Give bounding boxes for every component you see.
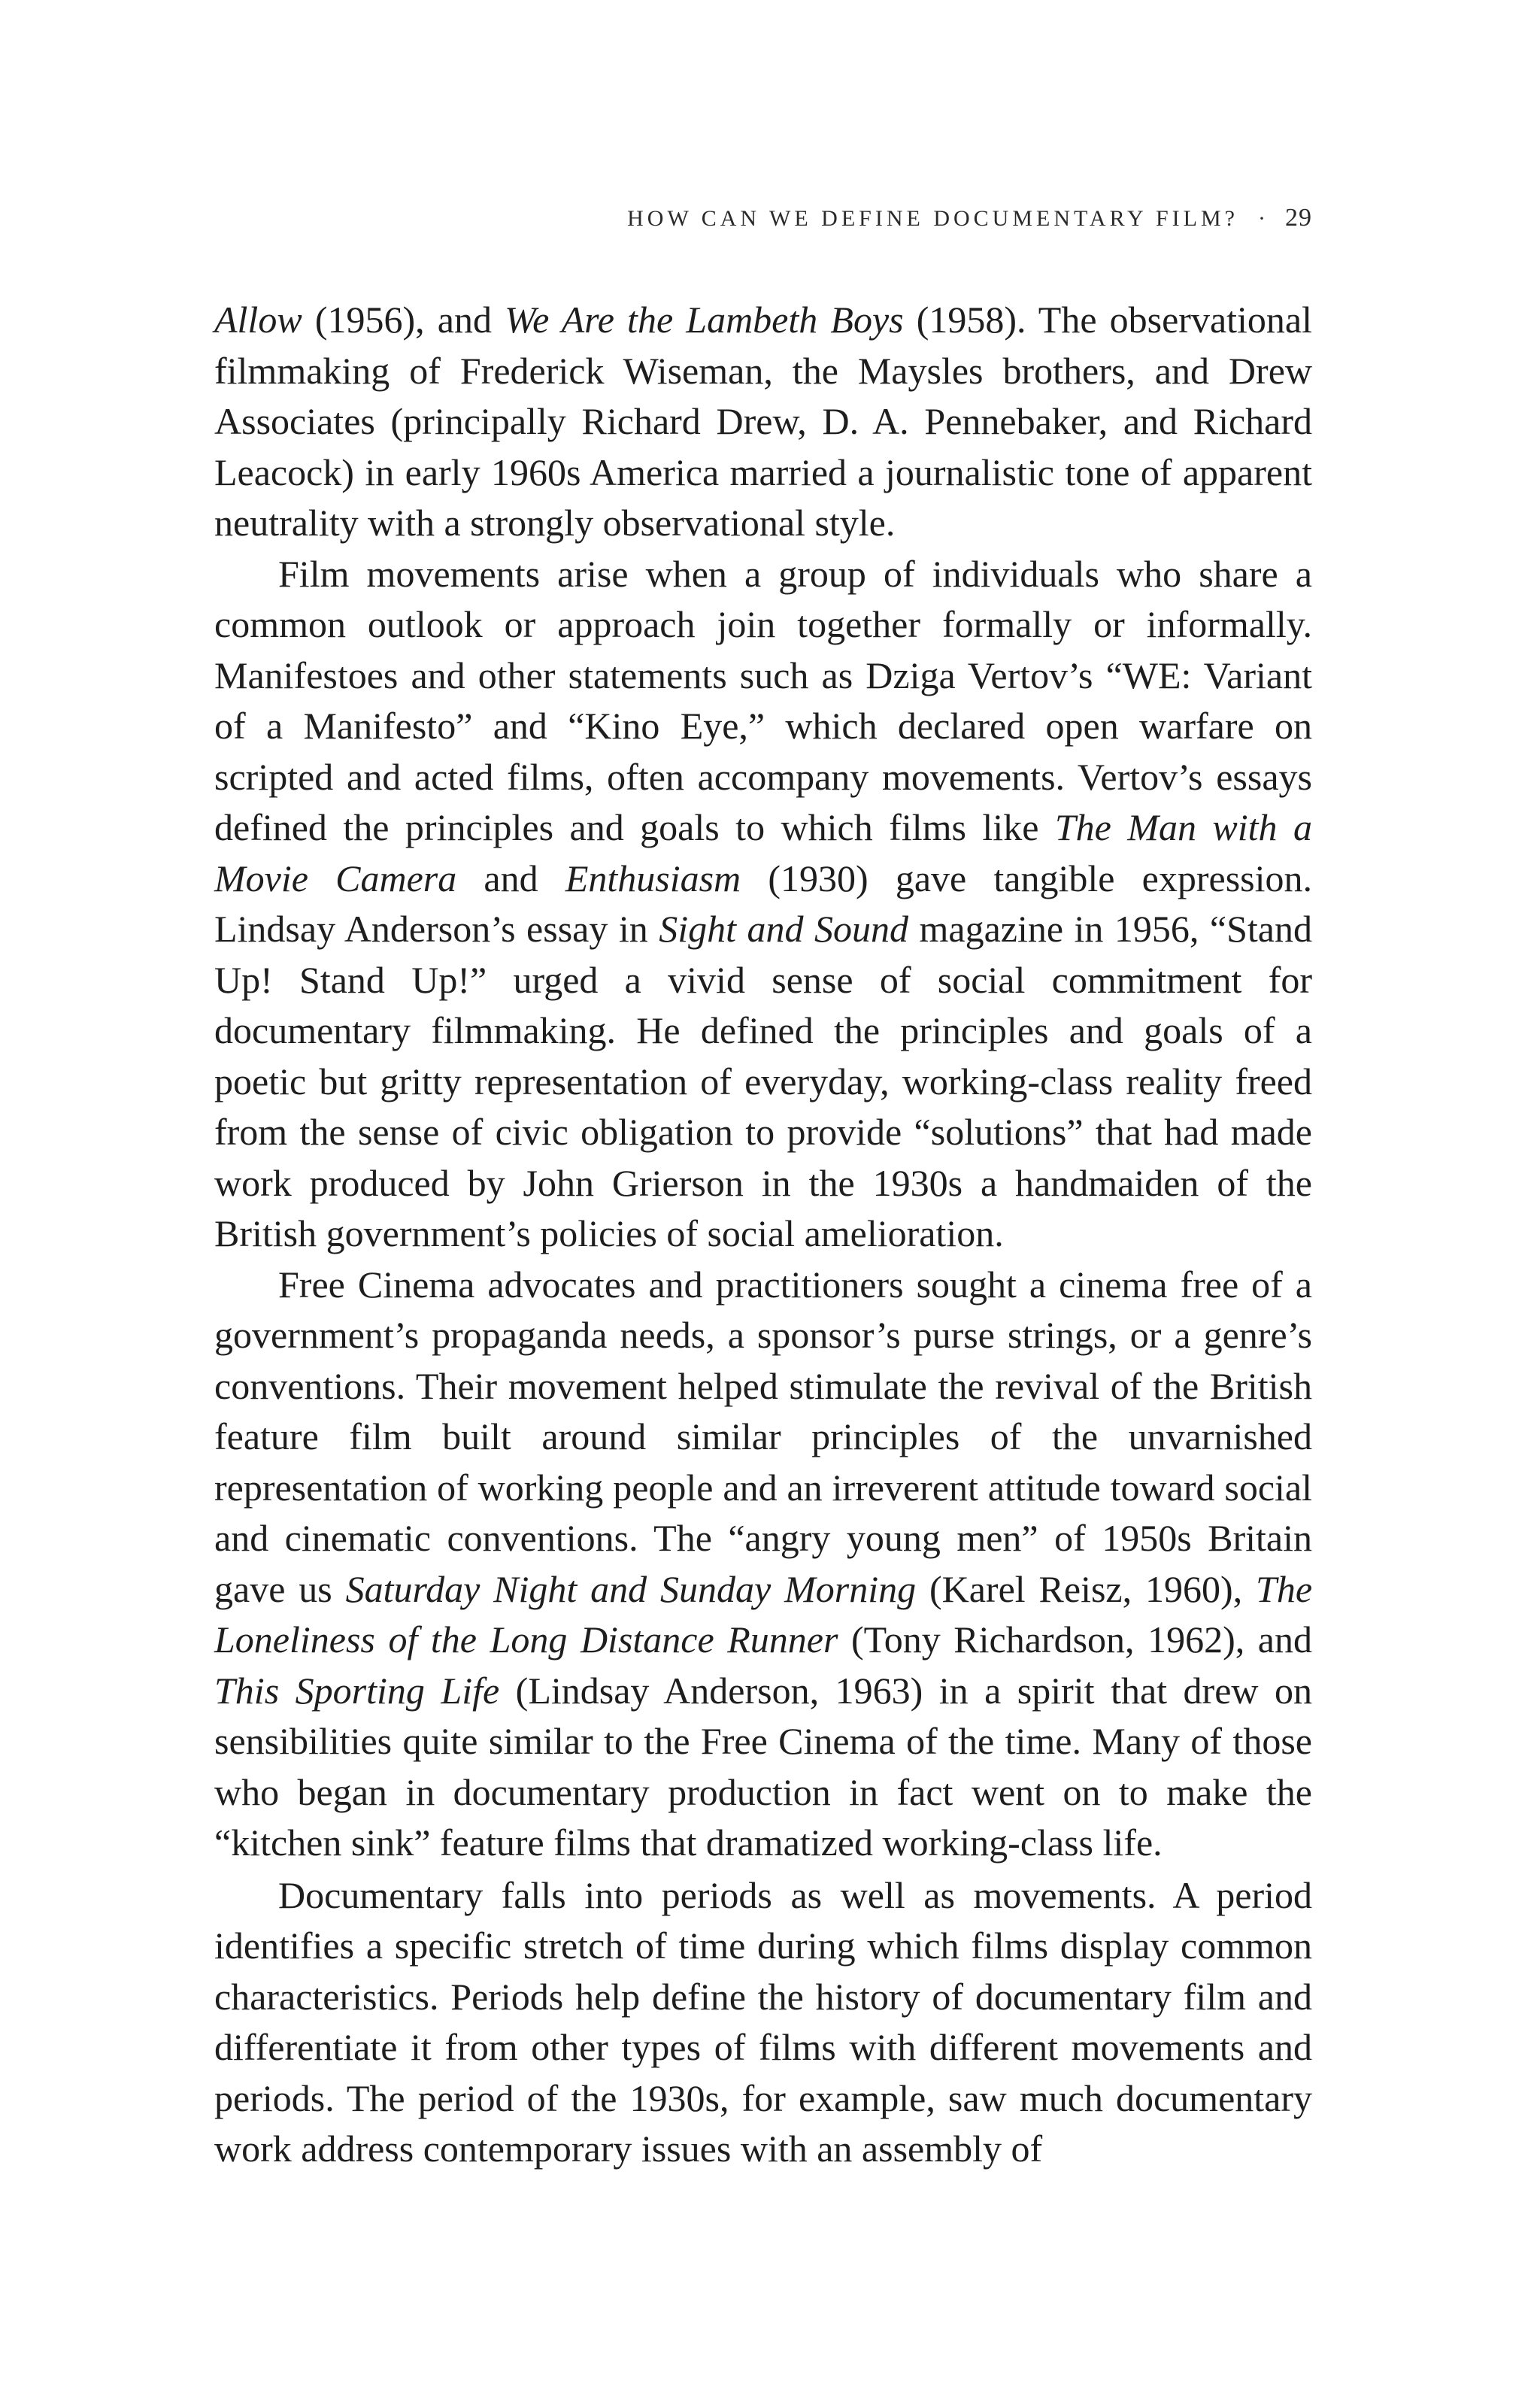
text-run: (1958). The observational filmmaking of Frederick Wiseman, the Maysles brothers, and Drew Associates (principally Richard Drew, D. A. Pennebaker, and Richard Leacock) in early 1960s America married a journalistic tone of apparent neutrality with a strongly observational style. (214, 299, 1313, 544)
running-head (214, 203, 1312, 234)
text-run: (1930) gave tangible expression. Lindsay Anderson’s essay in (214, 857, 1313, 950)
text-run: magazine in 1956, “Stand Up! Stand Up!” urged a vivid sense of social commitment for documentary filmmaking. He defined the principles and goals of a poetic but gritty representation of everyday, working-class reality freed from the sense of civic obligation to provide “solutions” that had made work produced by John Grierson in the 1930s a handmaiden of the British government’s policies of social amelioration. (214, 908, 1312, 1254)
text-run: Film movements arise when a group of individuals who share a common outlook or approach join together formally or informally. Manifestoes and other statements such as Dziga Vertov’s “WE: Variant of a Manifesto” and “Kino Eye,” which declared open warfare on scripted and acted films, often accompany movements. Vertov’s essays defined the principles and goals to which films like (214, 552, 1312, 848)
text-run: (1956), and (302, 299, 505, 341)
text-run: and (456, 857, 565, 899)
body-text (214, 295, 1312, 2175)
film-title: Allow (214, 299, 302, 341)
running-title: HOW CAN WE DEFINE DOCUMENTARY FILM? (627, 206, 1238, 231)
text-run: (Karel Reisz, 1960), (916, 1567, 1257, 1610)
text-run: (Tony Richardson, 1962), and (838, 1618, 1313, 1660)
film-title: Enthusiasm (565, 857, 741, 899)
film-title: Saturday Night and Sunday Morning (345, 1567, 917, 1610)
text-run: (Lindsay Anderson, 1963) in a spirit that drew on sensibilities quite similar to the Free Cinema of the time. Many of those who began in documentary production in fact went on to make the “kitchen sink” feature films that dramatized working-class life. (214, 1669, 1312, 1864)
text-run: Free Cinema advocates and practitioners sought a cinema free of a government’s propaganda needs, a sponsor’s purse strings, or a genre’s conventions. Their movement helped stimulate the revival of the British feature film built around similar principles of the unvarnished representation of working people and an irreverent attitude toward social and cinematic conventions. The “angry young men” of 1950s Britain gave us (214, 1263, 1312, 1610)
paragraph-3 (214, 1260, 1312, 1869)
paragraph-4 (214, 1870, 1312, 2175)
film-title: The Man with a Movie Camera (214, 806, 1312, 899)
paragraph-2 (214, 549, 1312, 1260)
film-title: This Sporting Life (214, 1669, 500, 1712)
text-run: Documentary falls into periods as well as movements. A period identifies a specific stretch of time during which films display common characteristics. Periods help define the history of documentary film and differentiate it from other types of films with different movements and periods. The period of the 1930s, for example, saw much documentary work address contemporary issues with an assembly of (214, 1873, 1312, 2170)
film-title: We Are the Lambeth Boys (505, 299, 904, 341)
magazine-title: Sight and Sound (659, 908, 908, 950)
page-number: 29 (1285, 204, 1312, 232)
header-separator: · (1258, 206, 1266, 231)
paragraph-1 (214, 295, 1312, 549)
film-title: The Loneliness of the Long Distance Runner (214, 1567, 1313, 1660)
